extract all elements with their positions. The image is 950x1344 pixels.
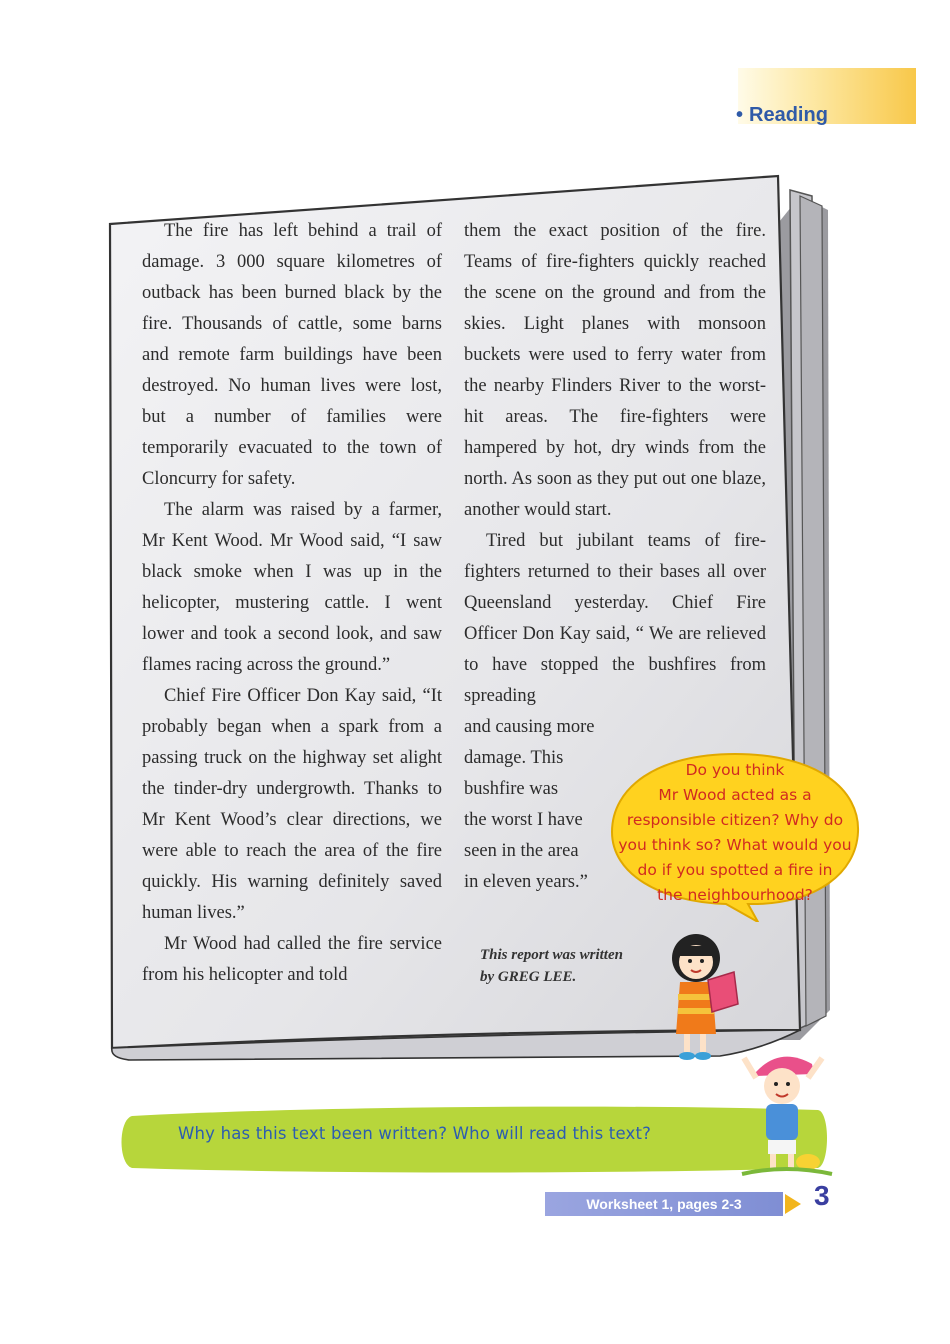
article-column-left xyxy=(142,216,442,991)
girl-leg xyxy=(684,1034,690,1052)
girl-shoe xyxy=(695,1052,711,1060)
article-paragraph: Chief Fire Officer Don Kay said, “It probably began when a spark from a passing truck on the highway set alight the tinder-dry undergrowth. Thanks to Mr Kent Wood’s clear directions, we were able to reach the area of the fire quickly. His warning definitely saved human lives.” xyxy=(142,686,442,923)
speech-bubble-text xyxy=(612,758,858,908)
book-icon xyxy=(708,972,738,1012)
worksheet-reference: Worksheet 1, pages 2-3 xyxy=(545,1192,783,1216)
boy-shorts xyxy=(768,1140,796,1154)
section-label-text: Reading xyxy=(749,104,828,126)
girl-eye xyxy=(688,959,692,963)
reflection-question: Why has this text been written? Who will read this text? xyxy=(178,1124,652,1143)
article-byline xyxy=(480,944,680,988)
boy-illustration xyxy=(736,1044,836,1178)
girl-fringe xyxy=(678,946,714,956)
boy-arm xyxy=(744,1058,756,1078)
boy-eye xyxy=(786,1082,790,1086)
article-line: bushfire was xyxy=(464,779,559,799)
girl-eye xyxy=(700,959,704,963)
bubble-line: responsible citizen? Why do xyxy=(626,811,844,829)
bubble-line: Mr Wood acted as a xyxy=(658,786,812,804)
arrow-right-icon xyxy=(785,1194,801,1214)
article-line: the worst I have xyxy=(464,810,583,830)
article-line: and causing more xyxy=(464,717,595,737)
article-paragraph: Mr Wood had called the fire service from his helicopter and told xyxy=(142,934,442,985)
boy-shirt xyxy=(766,1104,798,1140)
article-line: seen in the area xyxy=(464,841,579,861)
article-paragraph: Tired but jubilant teams of fire-fighters returned to their bases all over Queensland yesterday. Chief Fire Officer Don Kay said, “ We are relieved to have stopped the bushfires from spreading xyxy=(464,531,766,706)
girl-shoe xyxy=(679,1052,695,1060)
boy-eye xyxy=(774,1082,778,1086)
grass-icon xyxy=(742,1169,832,1174)
article-line: in eleven years.” xyxy=(464,872,588,892)
article-paragraph: them the exact position of the fire. Teams of fire-fighters quickly reached the scene on the ground and from the skies. Light planes with monsoon buckets were used to ferry water from the nearby Flinders River to the worst-hit areas. The fire-fighters were hampered by hot, dry winds from the north. As soon as they put out one blaze, another would start. xyxy=(464,221,766,520)
boy-face xyxy=(764,1068,800,1104)
boy-leg xyxy=(770,1154,776,1168)
bubble-line: Do you think xyxy=(685,761,785,779)
article-paragraph: The alarm was raised by a farmer, Mr Kent Wood. Mr Wood said, “I saw black smoke when I was up in the helicopter, mustering cattle. I went lower and took a second look, and saw flames racing across the ground.” xyxy=(142,500,442,675)
article-paragraph: The fire has left behind a trail of damage. 3 000 square kilometres of outback has been burned black by the fire. Thousands of cattle, some barns and remote farm buildings have been destroyed. No human lives were lost, but a number of families were temporarily evacuated to the town of Cloncurry for safety. xyxy=(142,221,442,489)
girl-dress-stripe xyxy=(678,994,714,1000)
byline-line: This report was written xyxy=(480,947,623,963)
bubble-line: the neighbourhood? xyxy=(657,886,813,904)
boy-leg xyxy=(788,1154,794,1168)
girl-leg xyxy=(700,1034,706,1052)
bullet-icon: • xyxy=(736,104,744,126)
bubble-line: you think so? What would you xyxy=(618,836,852,854)
bubble-line: do if you spotted a fire in xyxy=(637,861,833,879)
girl-dress-stripe xyxy=(678,1008,714,1014)
page-number: 3 xyxy=(814,1180,830,1211)
article-line: damage. This xyxy=(464,748,564,768)
byline-author: by GREG LEE. xyxy=(480,969,577,985)
